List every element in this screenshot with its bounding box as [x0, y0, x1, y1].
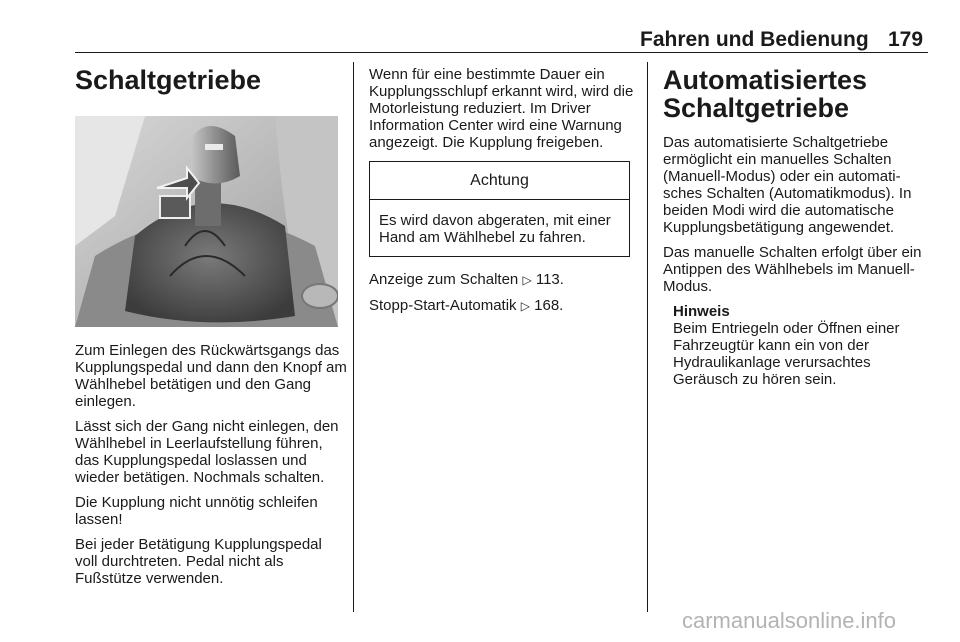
triangle-right-icon: ▷ [520, 299, 530, 313]
reference-text: Anzeige zum Schalten [369, 271, 519, 288]
heading-line: Automatisiertes [663, 65, 868, 95]
note-text: Beim Entriegeln oder Öffnen einer Fahrzeugtür kann ein von der Hydraulikanlage verursachtes Geräusch zu hören sein. [673, 320, 900, 388]
page-number: 179 [888, 28, 924, 51]
reference-text: Stopp-Start-Automatik [369, 297, 517, 314]
note-title: Hinweis [673, 303, 730, 320]
triangle-right-icon: ▷ [522, 273, 532, 287]
header-rule [75, 52, 928, 53]
paragraph: Lässt sich der Gang nicht einlegen, den Wählhebel in Leerlaufstellung führen, das Kupplungspedal loslassen und wieder betätigen. Nochmals schalten. [75, 418, 339, 486]
header-title: Fahren und Bedienung [640, 28, 869, 51]
cross-reference [369, 271, 637, 289]
warning-title: Achtung [370, 162, 629, 200]
paragraph: Wenn für eine bestimmte Dauer ein Kupplungsschlupf erkannt wird, wird die Motorleistung reduziert. Im Driver Information Center wird eine Warnung angezeigt. Die Kupplung freigeben. [369, 66, 634, 151]
reference-page: 113. [535, 271, 564, 288]
paragraph: Das automatisierte Schaltgetriebe ermöglicht ein manuelles Schalten (Manuell-Modus) oder ein automatisches Schalten (Automatikmodus). In beiden Modi wird die automatische Kupplungsbetätigung angewendet. [663, 134, 912, 236]
section-heading [663, 66, 931, 122]
paragraph: Zum Einlegen des Rückwärtsgangs das Kupplungspedal und dann den Knopf am Wählhebel betätigen und den Gang einlegen. [75, 342, 347, 410]
paragraph: Bei jeder Betätigung Kupplungspedal voll durchtreten. Pedal nicht als Fußstütze verwenden. [75, 536, 322, 587]
paragraph: Das manuelle Schalten erfolgt über ein Antippen des Wählhebels im Manuell-Modus. [663, 244, 922, 295]
middle-body [369, 66, 637, 323]
left-body [75, 342, 347, 595]
watermark: carmanualsonline.info [682, 608, 897, 633]
section-heading: Schaltgetriebe [75, 65, 262, 95]
right-body [663, 66, 931, 388]
reference-page: 168. [534, 297, 564, 314]
warning-box [369, 161, 630, 257]
column-divider-left [353, 62, 354, 612]
left-heading [75, 66, 345, 94]
column-divider-right [647, 62, 648, 612]
warning-text: Es wird davon abgeraten, mit einer Hand am Wählhebel zu fahren. [379, 212, 611, 246]
note [673, 303, 931, 388]
gear-lever-photo [75, 116, 338, 327]
heading-line: Schaltgetriebe [663, 93, 850, 123]
cross-reference [369, 297, 637, 315]
paragraph: Die Kupplung nicht unnötig schleifen lassen! [75, 494, 318, 528]
